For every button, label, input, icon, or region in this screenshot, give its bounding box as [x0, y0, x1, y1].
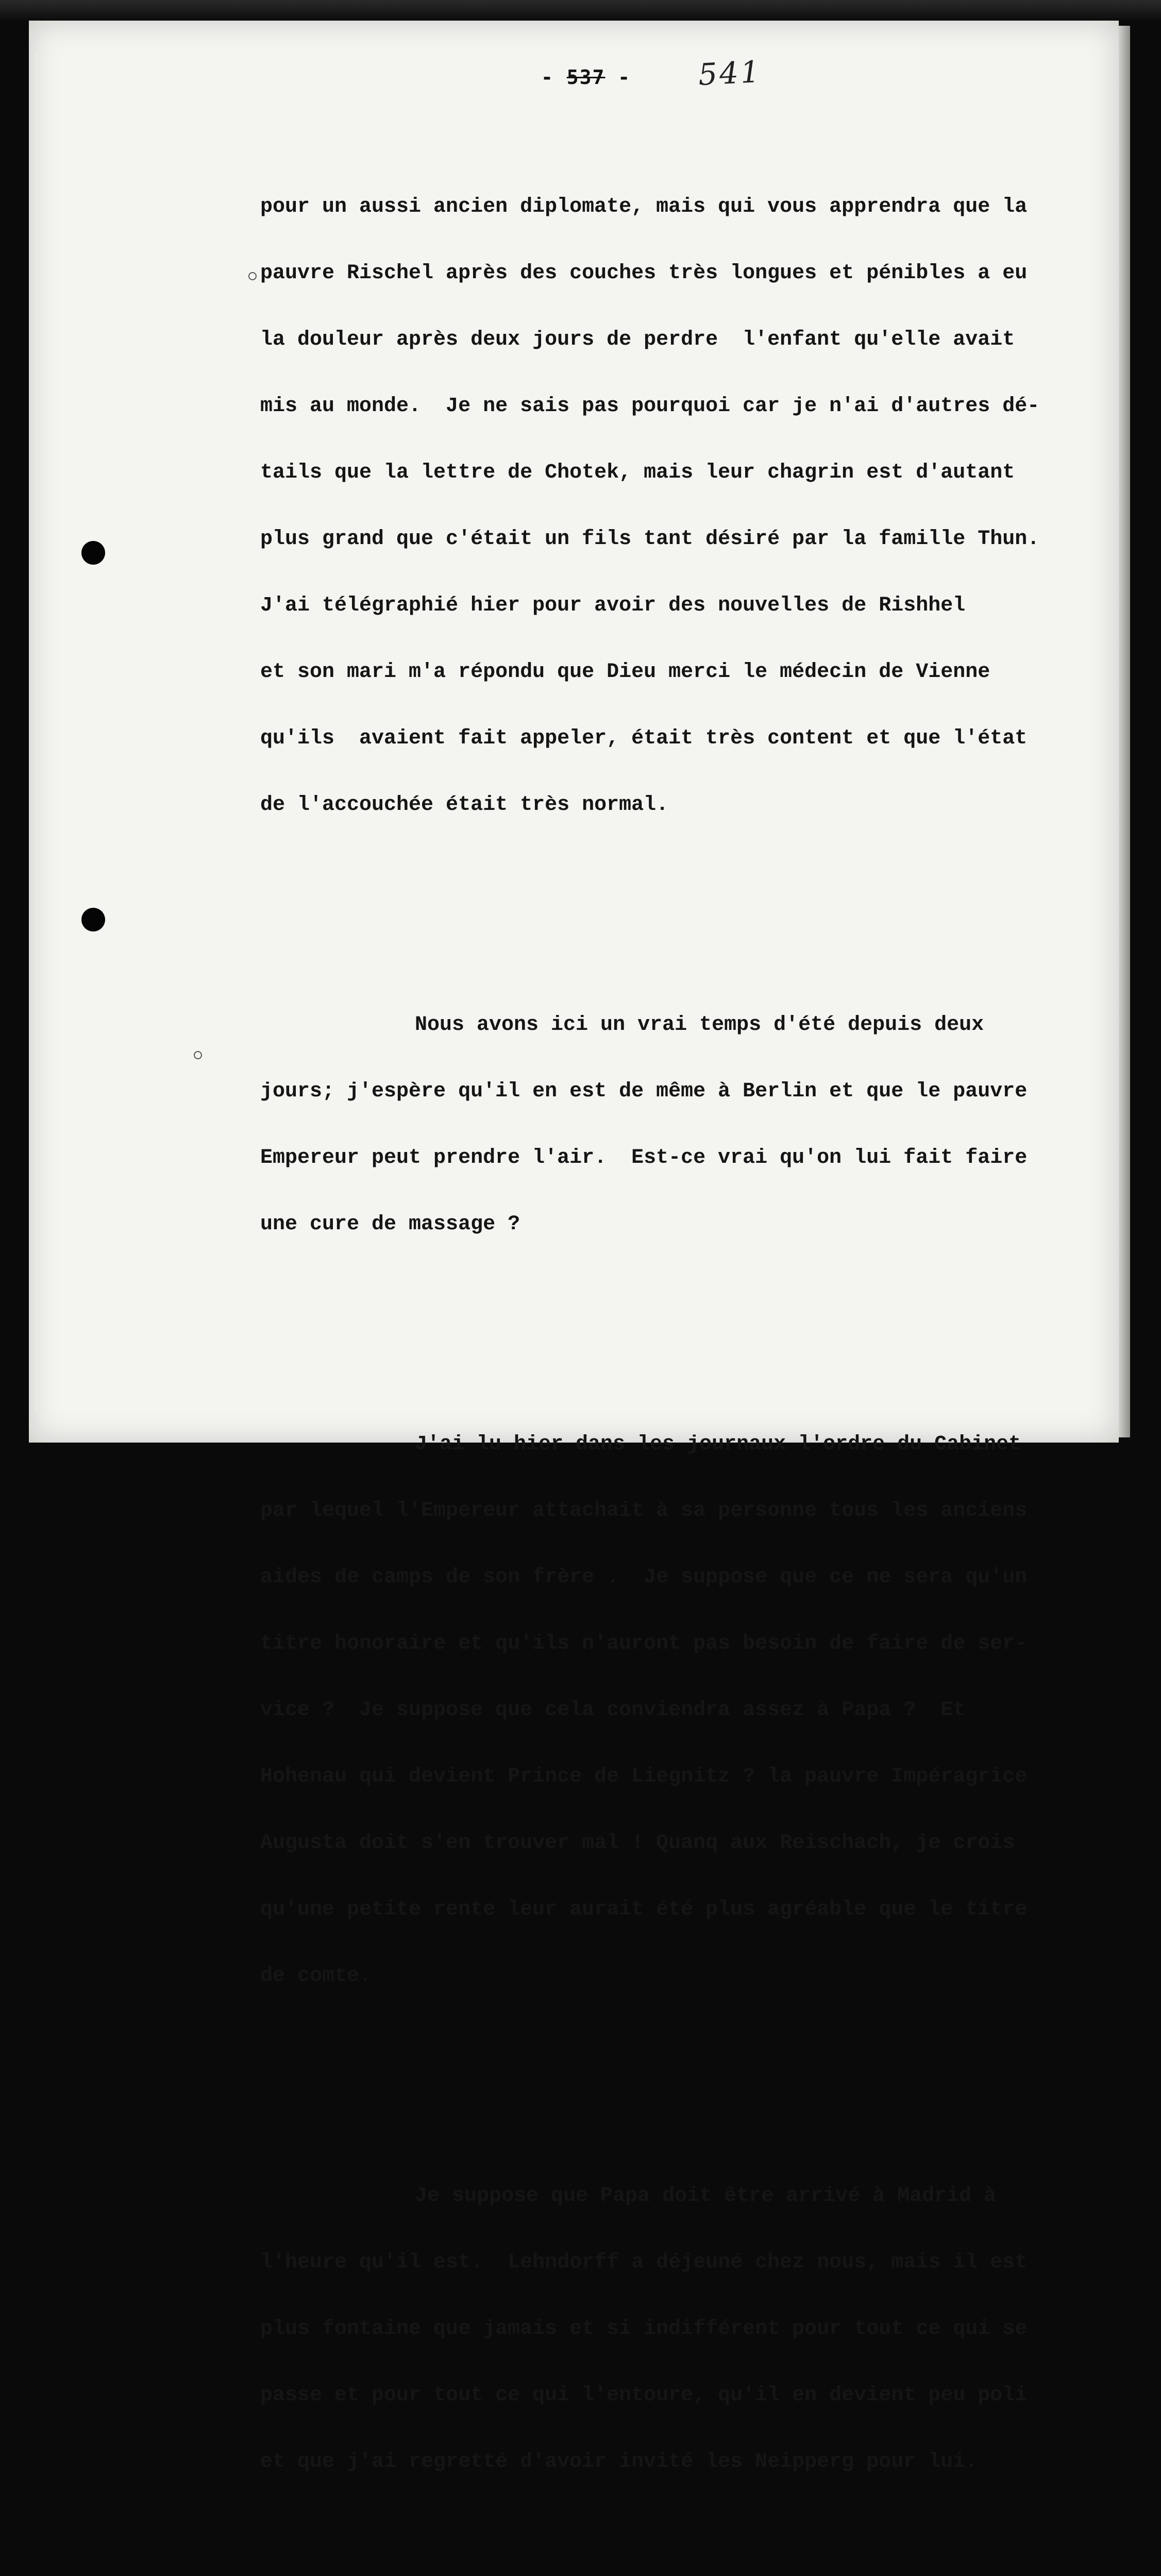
- text-line: qu'ils avaient fait appeler, était très content et que l'état: [260, 727, 1028, 750]
- page-stack-edge: [1119, 26, 1130, 1437]
- text-line: plus grand que c'était un fils tant désiré par la famille Thun.: [260, 528, 1040, 551]
- text-line: et son mari m'a répondu que Dieu merci le médecin de Vienne: [260, 660, 990, 684]
- text-line: par lequel l'Empereur attachait à sa personne tous les anciens: [260, 1499, 1028, 1522]
- text-line: l'heure qu'il est. Lehndorff a déjeuné chez nous, mais il est: [260, 2251, 1028, 2274]
- punch-hole-lower: [81, 908, 105, 931]
- punch-hole-upper: [81, 541, 105, 565]
- text-line: J'ai télégraphié hier pour avoir des nouvelles de Rishhel: [260, 594, 966, 617]
- text-line: Augusta doit s'en trouver mal ! Quanq aux Reischach, je crois: [260, 1832, 1015, 1855]
- text-line: qu'une petite rente leur aurait été plus agréable que le titre: [260, 1898, 1028, 1921]
- text-line: de l'accouchée était très normal.: [260, 793, 669, 817]
- paragraph: [260, 970, 1085, 1280]
- text-line: Je suppose que Papa doit être arrivé à Madrid à: [415, 2184, 997, 2208]
- paragraph: [260, 1389, 1085, 2031]
- paragraph: [260, 2141, 1085, 2517]
- text-line: une cure de massage ?: [260, 1213, 520, 1236]
- text-line: de comte.: [260, 1964, 372, 1988]
- text-line: vice ? Je suppose que cela conviendra assez à Papa ? Et: [260, 1699, 966, 1722]
- letter-body: [260, 107, 1085, 2576]
- text-line: plus fontaine que jamais et si indifférent pour tout ce qui se: [260, 2317, 1028, 2341]
- handwritten-folio-number: 541: [697, 54, 763, 93]
- typed-page-number: - 537 -: [541, 66, 631, 89]
- text-line: pour un aussi ancien diplomate, mais qui vous apprendra que la: [260, 195, 1028, 218]
- paragraph: [260, 151, 1085, 860]
- left-margin-line: [35, 52, 37, 1412]
- text-line: pauvre Rischel après des couches très longues et pénibles a eu: [260, 262, 1028, 285]
- text-line: mis au monde. Je ne sais pas pourquoi car je n'ai d'autres dé-: [260, 395, 1040, 418]
- text-line: jours; j'espère qu'il en est de même à Berlin et que le pauvre: [260, 1080, 1028, 1103]
- text-line: aides de camps de son frère . Je suppose que ce ne sera qu'un: [260, 1566, 1028, 1589]
- text-line: Nous avons ici un vrai temps d'été depuis deux: [415, 1013, 984, 1037]
- small-circle-mark: [248, 272, 257, 280]
- text-line: Empereur peut prendre l'air. Est-ce vrai qu'on lui fait faire: [260, 1146, 1028, 1170]
- small-circle-mark: [194, 1051, 202, 1059]
- text-line: Hohenau qui devient Prince de Liegnitz ? la pauvre Impéragrice: [260, 1765, 1028, 1788]
- text-line: tails que la lettre de Chotek, mais leur chagrin est d'autant: [260, 461, 1015, 484]
- text-line: titre honoraire et qu'ils n'auront pas besoin de faire de ser-: [260, 1632, 1028, 1655]
- text-line: J'ai lu hier dans les journaux l'ordre du Cabinet: [415, 1433, 1021, 1456]
- text-line: et que j'ai regretté d'avoir invité les Neipperg pour lui.: [260, 2450, 978, 2473]
- text-line: passe et pour tout ce qui l'entoure, qu'il en devient peu poli: [260, 2384, 1028, 2407]
- scan-top-edge: [0, 0, 1161, 21]
- text-line: la douleur après deux jours de perdre l'enfant qu'elle avait: [260, 328, 1015, 351]
